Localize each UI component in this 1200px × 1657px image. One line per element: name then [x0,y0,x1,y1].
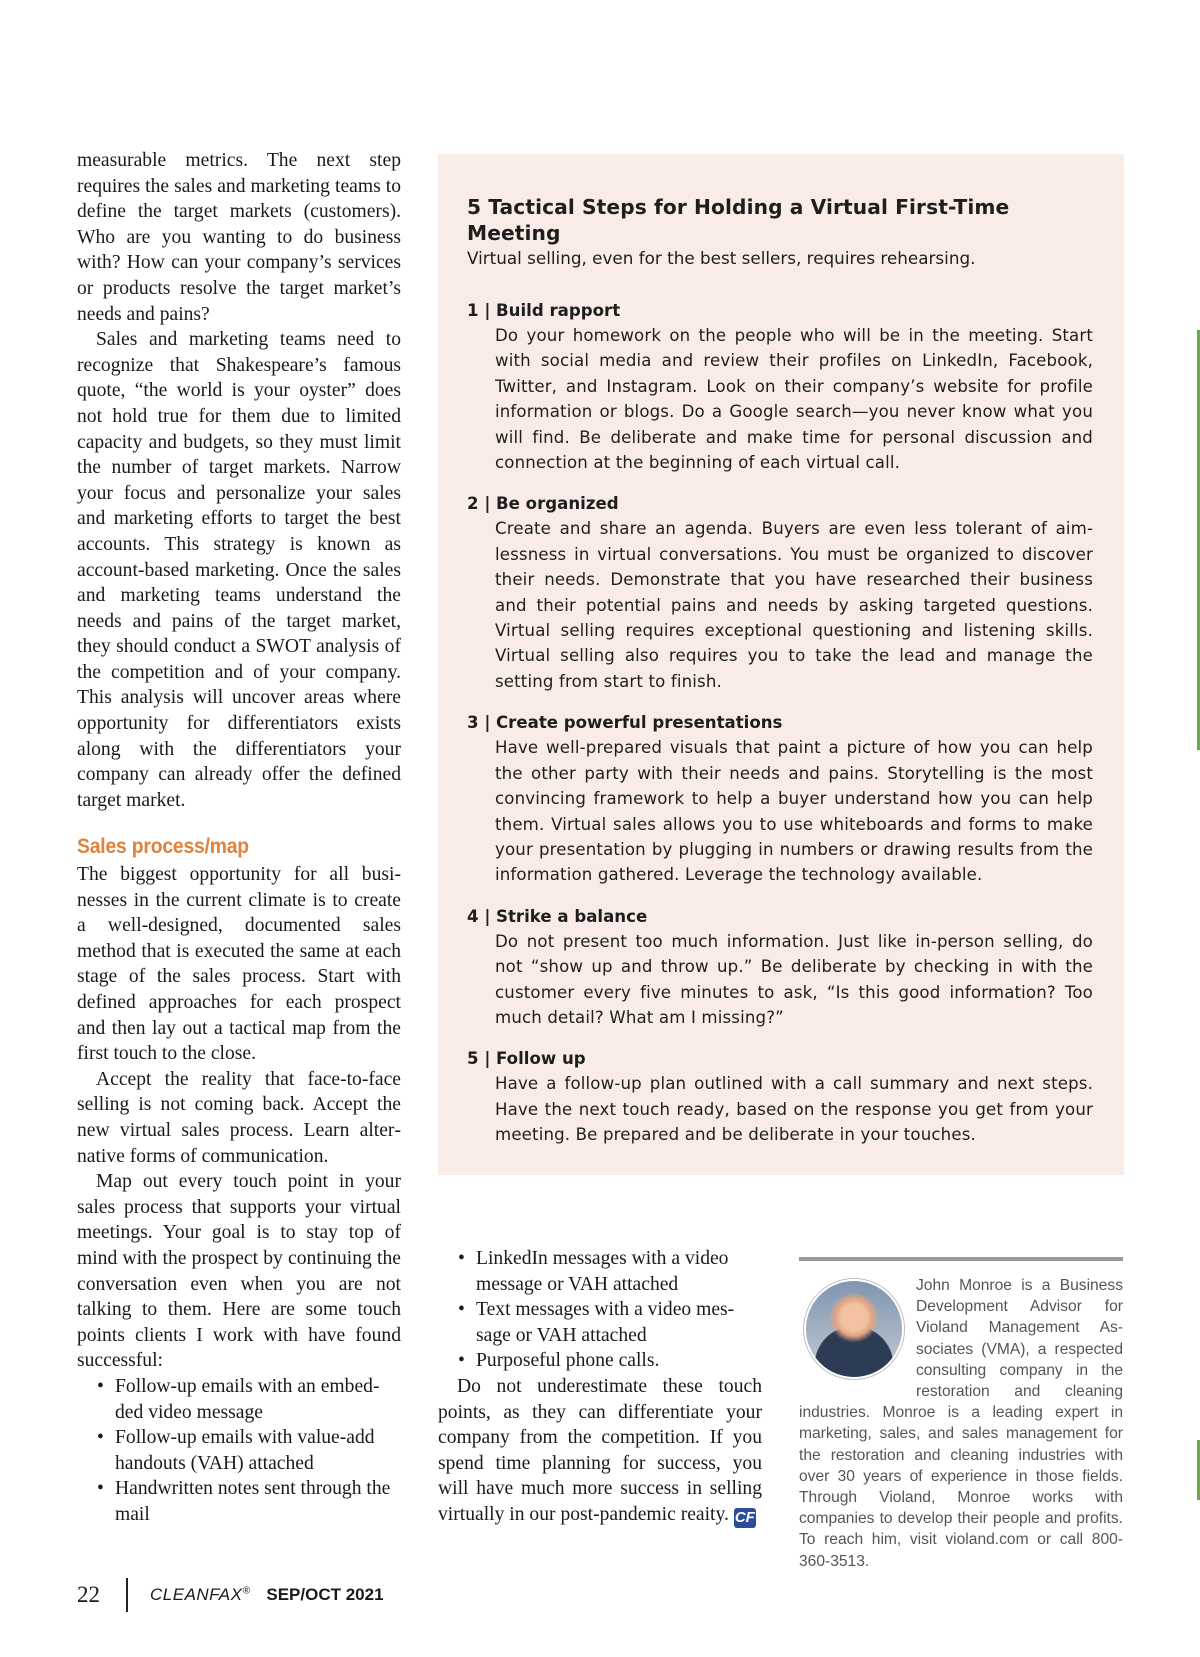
step-number: 4 | [467,906,491,926]
step-heading: Strike a balance [496,906,648,926]
step-body: Do not present too much information. Just like in-person selling, do not “show up and throw up.” Be deliberate by checking in with the customer every five minutes to ask, “Is this good information? Too much detail? What am I missing?” [495,931,1093,1027]
body-paragraph: The biggest opportunity for all businesses in the current climate is to create a well-designed, documented sales method that is executed the same at each stage of the sales process. Start with defined approaches for each prospect and then lay out a tactical map from the first touch to the close. [77,864,401,1065]
step-body: Have well-prepared visuals that paint a picture of how you can help the other party with their needs and pains. Storytelling is the most convincing framework to help a buyer understand how you can help them. Virtual sales allows you to use whiteboards and forms to make your presentation by plugging in numbers or drawing results from the information gathered. Leverage the technology available. [495,738,1093,885]
step-4 [467,904,1093,1031]
cleanfax-end-mark-icon: CF [734,1508,755,1526]
step-5 [467,1046,1093,1147]
list-item: • Text messages with a video message or VAH attached [476,1297,762,1348]
step-number: 2 | [467,494,491,514]
sidebar-subtitle: Virtual selling, even for the best sellers, requires rehearsing. [467,248,976,268]
left-column [77,148,401,1527]
body-paragraph: Map out every touch point in your sales process that supports your virtual meetings. Your goal is to stay top of mind with the prospect by continuing the conversation even when you are not talking to them. Here are some touch points clients I work with have found successful: [77,1171,401,1372]
step-heading: Create powerful presentations [496,713,783,733]
list-item: • Purposeful phone calls. [476,1348,762,1374]
step-body: Create and share an agenda. Buyers are even less tolerant of aimlessness in virtual conversations. You must be organized to discover their needs. Demonstrate that you have researched their business and their potential pains and needs by asking targeted questions. Virtual selling requires exceptional questioning and listening skills. Virtual selling also requires you to take the lead and manage the setting from start to finish. [495,519,1093,691]
list-item: • Follow-up emails with value-add handouts (VAH) attached [115,1425,401,1476]
author-photo [804,1279,904,1379]
page-footer [77,1578,384,1612]
body-paragraph: Accept the reality that face-to-face selling is not coming back. Accept the new virtual sales process. Learn alternative forms of communication. [77,1068,401,1167]
body-paragraph: Sales and marketing teams need to recognize that Shakespeare’s famous quote, “the world is your oyster” does not hold true for them due to limited capacity and budgets, so they must limit the number of target markets. Narrow your focus and personalize your sales and marketing efforts to target the best accounts. This strategy is known as account-based marketing. Once the sales and marketing teams understand the needs and pains of the target market, they should conduct a SWOT analysis of the competition and of your company. This analysis will uncover areas where opportunity for differentiators exists along with the differentiators your company can already offer the defined target market. [77,329,401,811]
step-heading: Be organized [496,494,619,514]
list-item: • Follow-up emails with an embedded video message [115,1374,401,1425]
magazine-title: CLEANFAX [150,1585,243,1604]
step-number: 3 | [467,713,491,733]
registered-mark: ® [242,1585,251,1597]
step-number: 1 | [467,301,491,320]
step-2 [467,491,1093,694]
list-item: • LinkedIn messages with a video message or VAH attached [476,1246,762,1297]
footer-divider [126,1578,128,1612]
touch-point-list-continued [438,1246,762,1374]
sidebar-title: 5 Tactical Steps for Holding a Virtual First-Time Meeting [467,195,1010,245]
tactical-steps-sidebar [438,154,1124,1175]
section-heading: Sales process/map [77,835,249,859]
magazine-name [150,1585,250,1605]
closing-paragraph [438,1374,762,1528]
step-body: Do your homework on the people who will be in the meeting. Start with social media and review their profiles on LinkedIn, Facebook, Twitter, and Instagram. Look on their company’s website for profile information or blogs. Do a Google search—you never know what you will find. Be deliberate and make time for personal discussion and connection at the beginning of each virtual call. [495,326,1093,473]
middle-column [438,1246,762,1528]
body-paragraph: measurable metrics. The next step requires the sales and marketing teams to define the target markets (customers). Who are you wanting to do business with? How can your company’s services or products resolve the target market’s needs and pains? [77,150,401,325]
author-bio [799,1275,1123,1572]
bio-divider [799,1257,1123,1261]
list-item: • Handwritten notes sent through the mail [115,1476,401,1527]
step-3 [467,710,1093,887]
step-number: 5 | [467,1049,491,1069]
step-heading: Build rapport [496,301,621,320]
bio-text: John Monroe is a Business Development Advisor for Violand Management Associates (VMA), a respected consulting company in the restoration and cleaning industries. Monroe is a leading expert in marketing, sales, and sales management for the restoration and cleaning industries with over 30 years of experience in those fields. Through Violand, Monroe works with companies to develop their people and profits. To reach him, visit violand.com or call 800-360-3513. [799,1277,1123,1570]
issue-date: SEP/OCT 2021 [266,1585,384,1604]
page-number: 22 [77,1582,100,1607]
touch-point-list [77,1374,401,1528]
step-heading: Follow up [496,1049,586,1069]
step-1 [467,298,1093,475]
closing-text: Do not underestimate these touch points, as they can differentiate your company from the competition. If you spend time planning for success, you will have much more success in selling virtually in our post-pandemic reaity. [438,1375,762,1525]
step-body: Have a follow-up plan outlined with a call summary and next steps. Have the next touch ready, based on the response you get from your meeting. Be prepared and be deliberate in your touches. [495,1074,1093,1145]
